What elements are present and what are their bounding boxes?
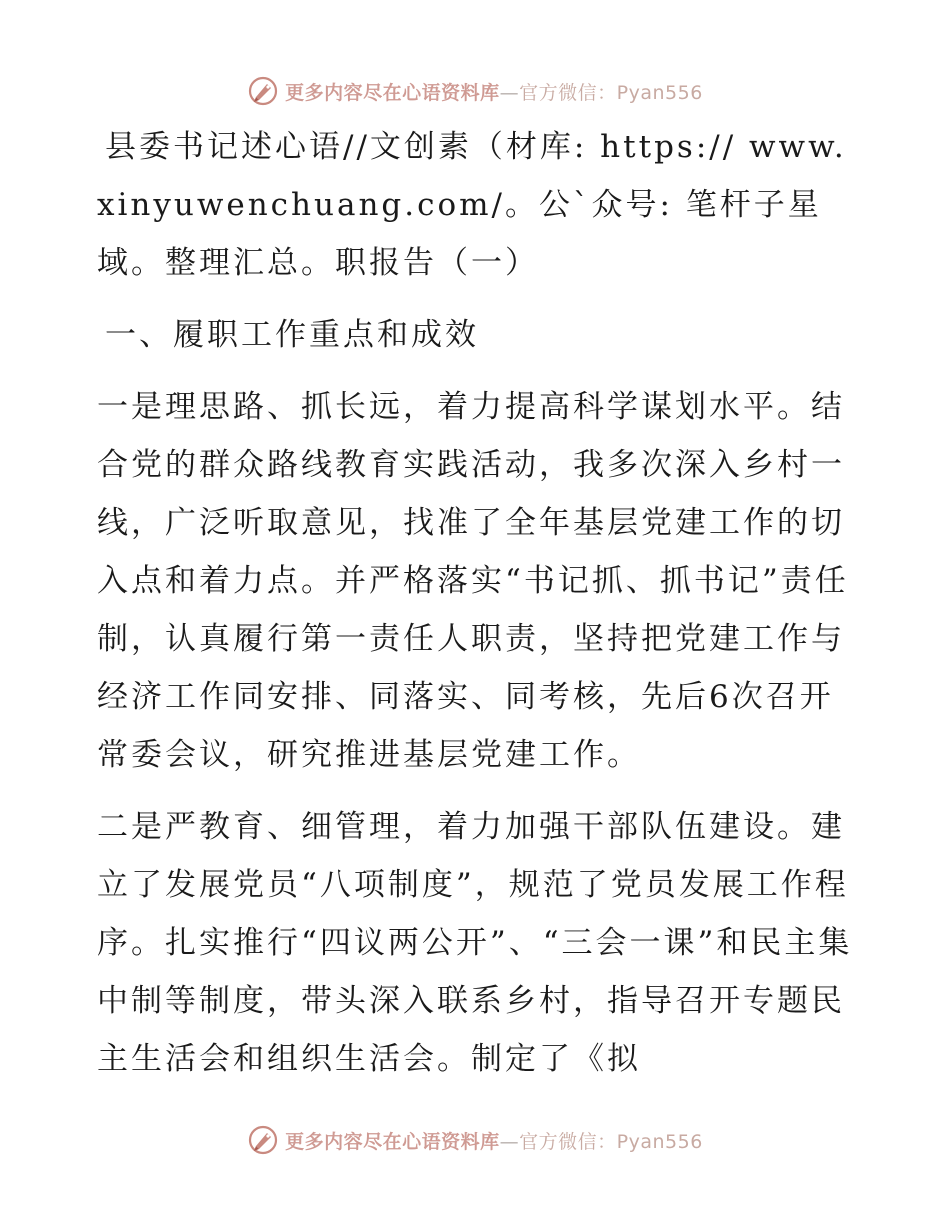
- watermark-text: [285, 78, 703, 105]
- paragraph-1: [97, 378, 857, 784]
- pen-nib-logo-icon: [247, 1124, 279, 1156]
- paragraph-2: [97, 798, 857, 1088]
- watermark-wechat: 官方微信：Pyan556: [519, 81, 703, 104]
- watermark-text: [285, 1127, 703, 1154]
- watermark-separator: —: [499, 1130, 520, 1153]
- paragraph-2-lead: 二是严教育、细管理，着力加强干部队伍建设。: [97, 809, 811, 845]
- document-body: [97, 118, 857, 1102]
- watermark-separator: —: [499, 81, 520, 104]
- watermark-site: 更多内容尽在心语资料库: [285, 81, 500, 104]
- paragraph-2-text: 建立了发展党员“八项制度”，规范了党员发展工作程序。扎实推行“四议两公开”、“三会一课”和民主集中制等制度，带头深入联系乡村，指导召开专题民主生活会和组织生活会。制定了《拟: [97, 809, 853, 1077]
- paragraph-1-text: 结合党的群众路线教育实践活动，我多次深入乡村一线，广泛听取意见，找准了全年基层党建工作的切入点和着力点。并严格落实“书记抓、抓书记”责任制，认真履行第一责任人职责，坚持把党建工作与经济工作同安排、同落实、同考核，先后6次召开常委会议，研究推进基层党建工作。: [97, 389, 849, 773]
- watermark-wechat: 官方微信：Pyan556: [519, 1130, 703, 1153]
- pen-nib-logo-icon: [247, 75, 279, 107]
- header-watermark: [0, 71, 950, 111]
- watermark-site: 更多内容尽在心语资料库: [285, 1130, 500, 1153]
- paragraph-1-lead: 一是理思路、抓长远，着力提高科学谋划水平。: [97, 389, 811, 425]
- document-title: 县委书记述心语//文创素（材库: https:// www.xinyuwenchuang.com/。公`众号: 笔杆子星域。整理汇总。职报告（一）: [97, 129, 847, 281]
- footer-watermark: [0, 1120, 950, 1160]
- section-heading: 一、履职工作重点和成效: [105, 317, 479, 353]
